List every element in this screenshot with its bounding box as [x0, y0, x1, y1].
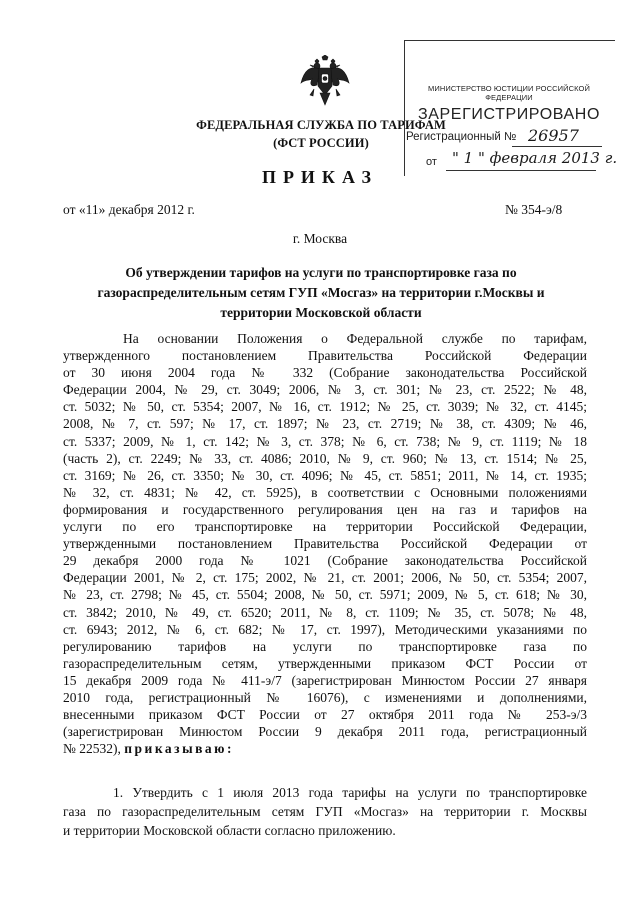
body-line: № 23, ст. 2798; № 45, ст. 5504; 2008, № 50, ст. 5971; 2009, № 5, ст. 618; № 30, [63, 587, 587, 603]
body-line: внесенными приказом ФСТ России от 27 октября 2011 года № 253-э/3 [63, 707, 587, 723]
subject-line: территории Московской области [220, 305, 422, 320]
stamp-date-prefix: от [426, 156, 437, 168]
stamp-registered: ЗАРЕГИСТРИРОВАНО [418, 106, 600, 123]
body-line: На основании Положения о Федеральной службе по тарифам, [123, 331, 587, 346]
stamp-regnum-underline [512, 146, 602, 147]
body-line: (зарегистрирован Минюстом России 9 декабря 2011 года, регистрационный [63, 724, 587, 740]
body-line-last [63, 740, 587, 757]
item-line: газа по газораспределительным сетям ГУП «Мосгаз» на территории г. Москвы [63, 804, 587, 819]
order-number: № 354-э/8 [505, 202, 563, 217]
body-line: утвержденными постановлением Правительства Российской Федерации от [63, 536, 587, 552]
item-line: и территории Московской области согласно приложению. [63, 823, 396, 838]
stamp-date-value: " 1 " февраля 2013 г. [452, 149, 618, 167]
body-line: утвержденного постановлением Правительства Российской Федерации [63, 348, 587, 364]
body-line: 2010 года, регистрационный № 16076), с изменениями и дополнениями, [63, 689, 587, 705]
order-date: от «11» декабря 2012 г. [63, 202, 195, 217]
subject-line: газораспределительным сетям ГУП «Мосгаз» на территории г.Москвы и [97, 285, 545, 300]
body-last-text: № 22532), [63, 741, 121, 757]
body-line: ст. 6943; 2012, № 6, ст. 682; № 17, ст. 1997), Методическими указаниями по [63, 621, 587, 637]
stamp-ministry: МИНИСТЕРСТВО ЮСТИЦИИ РОССИЙСКОЙ ФЕДЕРАЦИИ [428, 84, 590, 102]
body-line: от 30 июня 2004 года № 332 (Собрание законодательства Российской [63, 365, 587, 381]
body-line: ст. 5032; № 50, ст. 5354; 2007, № 16, ст. 1912; № 25, ст. 3039; № 32, ст. 4145; [63, 399, 587, 415]
order-item-1 [63, 783, 587, 840]
item-line: 1. Утвердить с 1 июля 2013 года тарифы на услуги по транспортировке [113, 785, 587, 800]
body-line: ст. 3169; № 26, ст. 3350; № 30, ст. 4096; № 45, ст. 5851; 2011, № 14, ст. 1935; [63, 467, 587, 483]
agency-name: ФЕДЕРАЛЬНАЯ СЛУЖБА ПО ТАРИФАМ [196, 118, 446, 132]
agency-abbr: (ФСТ РОССИИ) [273, 136, 369, 150]
body-line: Федерации 2001, № 2, ст. 175; 2002, № 21, ст. 2001; 2006, № 50, ст. 5354; 2007, [63, 570, 587, 586]
preamble-paragraph [63, 330, 587, 757]
double-headed-eagle-icon [300, 55, 350, 107]
body-line: газораспределительным сетям, утвержденными приказом ФСТ России от [63, 655, 587, 671]
body-line: ст. 5337; 2009, № 1, ст. 142; № 3, ст. 378; № 6, ст. 738; № 9, ст. 1119; № 18 [63, 433, 587, 449]
document-title: ПРИКАЗ [261, 167, 379, 187]
body-line: услуги по его транспортировке на территории Российской Федерации, [63, 519, 587, 535]
body-line: регулированию тарифов на услуги по транспортировке газа по [63, 638, 587, 654]
body-line: № 32, ст. 4831; № 42, ст. 5925), в соответствии с Основными положениями [63, 484, 587, 500]
body-line: формирования и государственного регулирования цен на газ и тарифов на [63, 501, 587, 517]
subject-line: Об утверждении тарифов на услуги по транспортировке газа по [125, 265, 517, 280]
body-line: 15 декабря 2009 года № 411-э/7 (зарегистрирован Минюстом России 27 января [63, 672, 587, 688]
order-city: г. Москва [292, 231, 348, 246]
body-line: Федерации 2004, № 29, ст. 3049; 2006, № 3, ст. 301; № 23, ст. 2522; № 48, [63, 382, 587, 398]
stamp-regnum-label: Регистрационный № [406, 131, 517, 143]
body-line: ст. 3842; 2010, № 49, ст. 6520; 2011, № 8, ст. 1109; № 35, ст. 5078; № 48, [63, 604, 587, 620]
body-line: (часть 2), ст. 2249; № 33, ст. 4086; 2010, № 9, ст. 960; № 13, ст. 1514; № 25, [63, 450, 587, 466]
order-decree-word: приказываю: [124, 741, 234, 757]
order-subject [96, 263, 546, 323]
stamp-regnum-value: 26957 [528, 126, 579, 145]
body-line: 2008, № 7, ст. 597; № 17, ст. 1897; № 23, ст. 2719; № 38, ст. 4309; № 46, [63, 416, 587, 432]
body-line: 29 декабря 2000 года № 1021 (Собрание законодательства Российской [63, 553, 587, 569]
